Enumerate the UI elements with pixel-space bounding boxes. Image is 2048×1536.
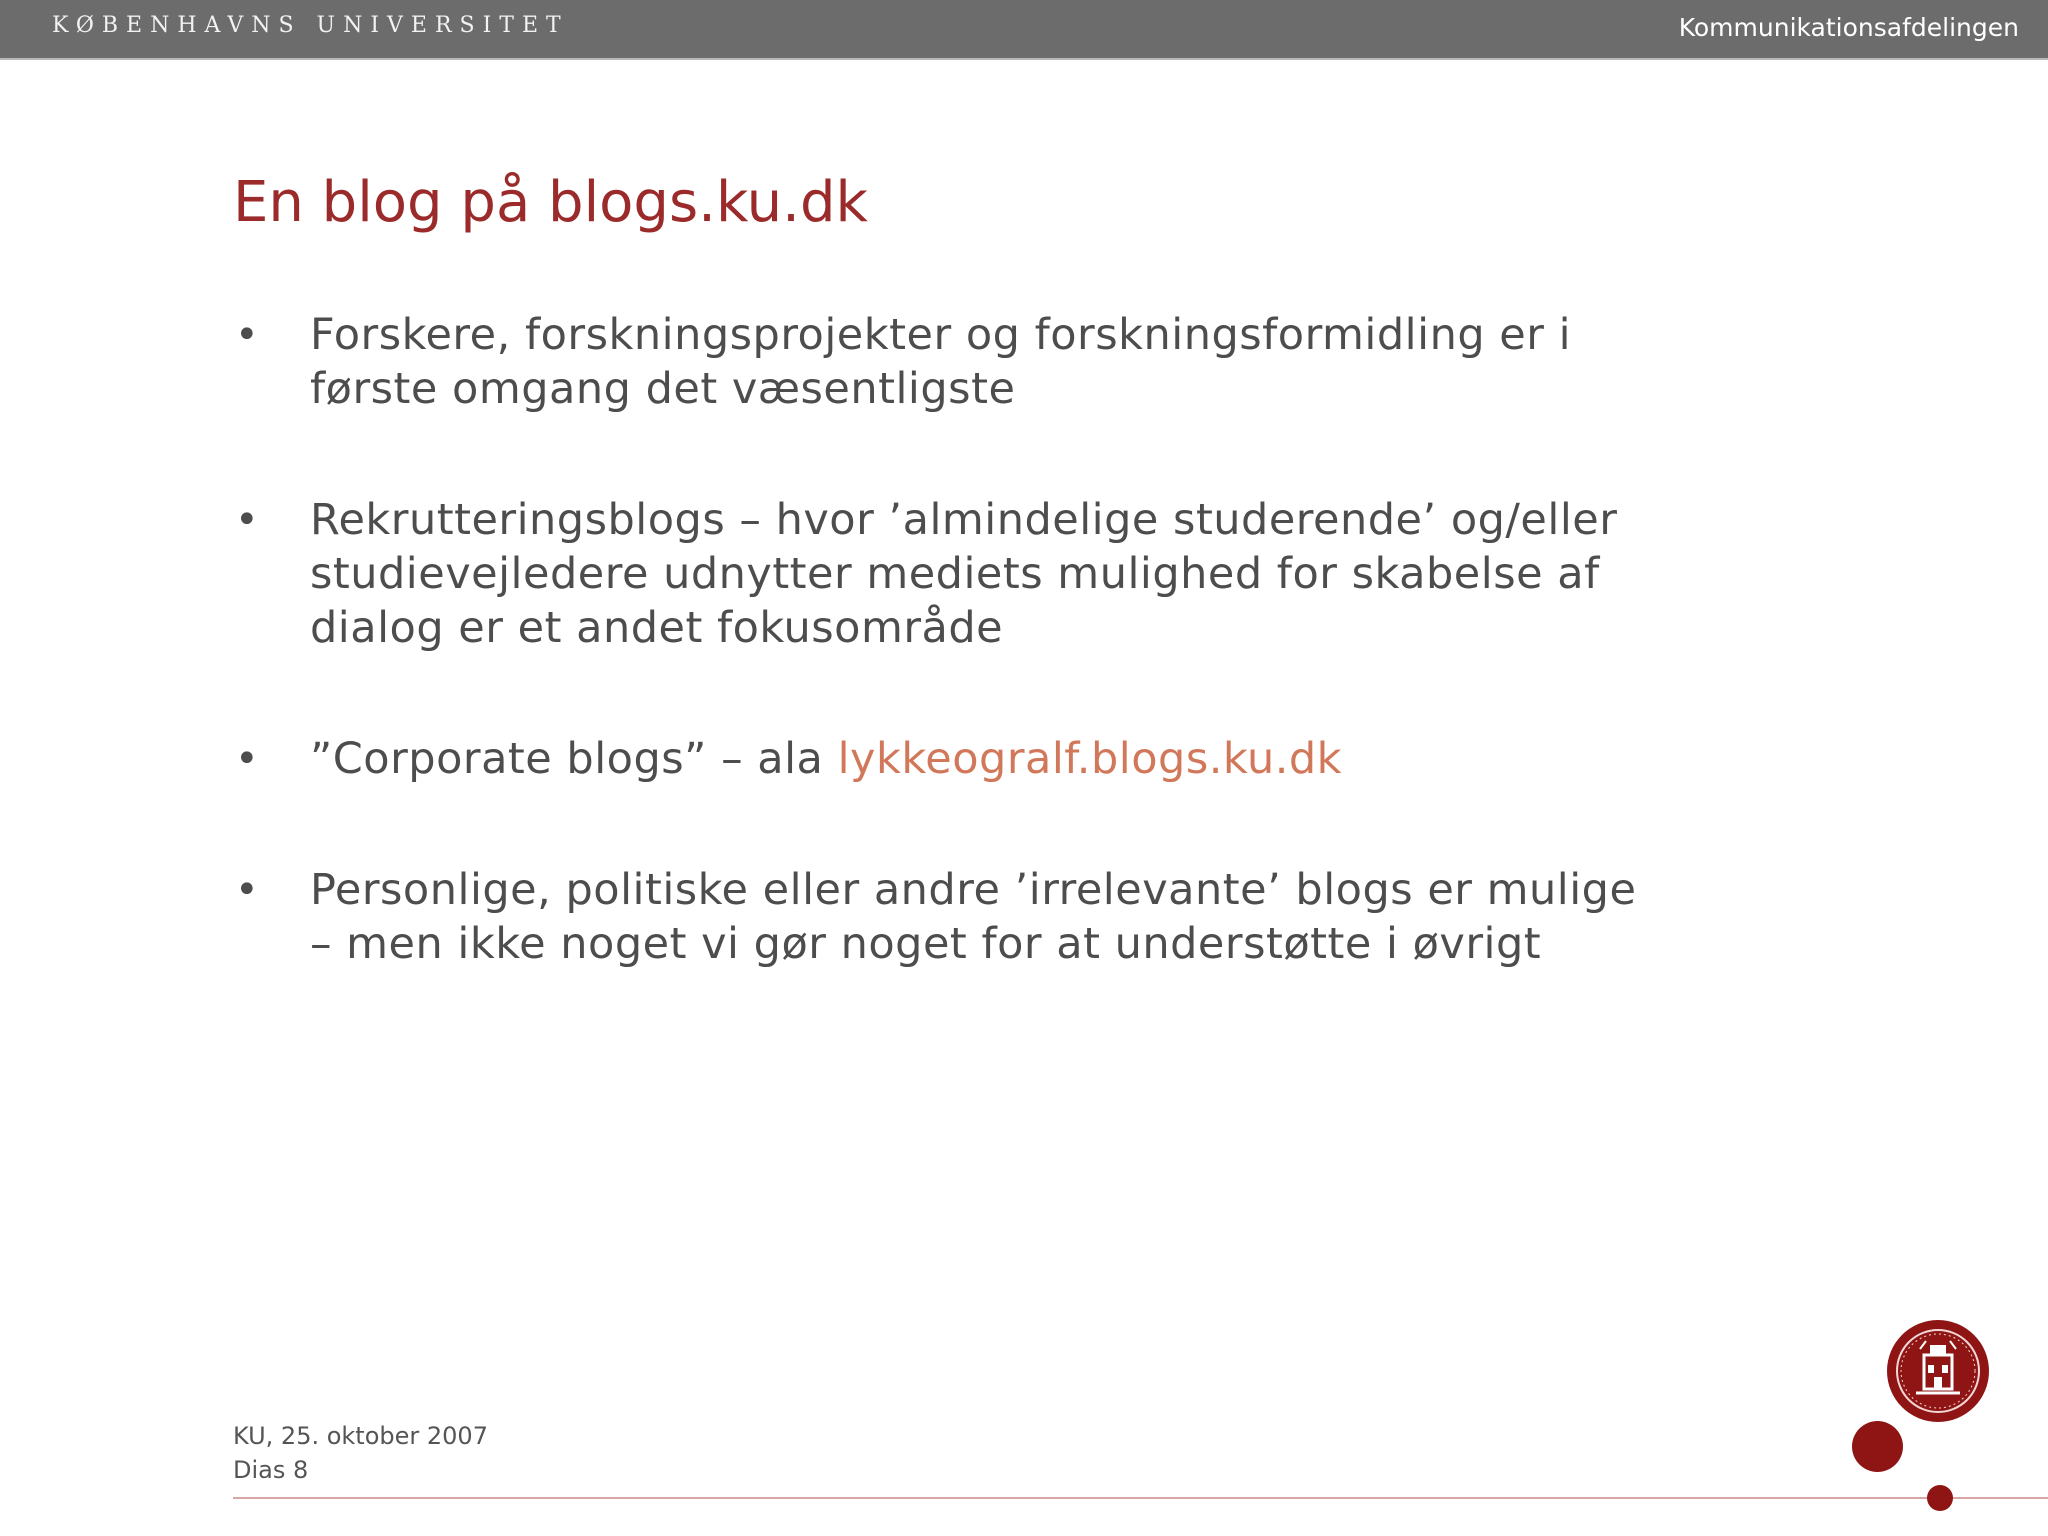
- bullet-icon: •: [235, 312, 260, 358]
- bullet-line: [310, 732, 1753, 786]
- footer: [233, 1419, 488, 1487]
- bullet-line: Personlige, politiske eller andre ’irrelevante’ blogs er mulige: [310, 865, 1637, 915]
- bullet-line: studievejledere udnytter mediets mulighed for skabelse af: [310, 549, 1600, 599]
- department-name: Kommunikationsafdelingen: [1678, 13, 2019, 42]
- bullet-icon: •: [235, 736, 260, 782]
- footer-date: KU, 25. oktober 2007: [233, 1422, 488, 1450]
- bullet-line: Forskere, forskningsprojekter og forskningsformidling er i: [310, 310, 1572, 360]
- footer-divider: [233, 1497, 2048, 1499]
- slide-title: En blog på blogs.ku.dk: [233, 170, 868, 235]
- bullet-item: [233, 493, 1753, 655]
- bullet-icon: •: [235, 867, 260, 913]
- header-bar: [0, 0, 2048, 60]
- bullet-line: – men ikke noget vi gør noget for at understøtte i øvrigt: [310, 919, 1542, 969]
- blog-link[interactable]: lykkeogralf.blogs.ku.dk: [837, 734, 1343, 784]
- university-name: KØBENHAVNS UNIVERSITET: [52, 13, 569, 38]
- decorative-dot: [1852, 1421, 1903, 1472]
- decorative-dot: [1927, 1485, 1953, 1511]
- bullet-line: første omgang det væsentligste: [310, 364, 1016, 414]
- bullet-icon: •: [235, 497, 260, 543]
- bullet-item: [233, 863, 1753, 971]
- bullet-line: Rekrutteringsblogs – hvor ’almindelige studerende’ og/eller: [310, 495, 1618, 545]
- slide-number: Dias 8: [233, 1456, 309, 1484]
- bullet-line: dialog er et andet fokusområde: [310, 603, 1004, 653]
- bullet-item: [233, 732, 1753, 786]
- bullet-text: ”Corporate blogs” – ala: [310, 734, 838, 784]
- bullet-item: [233, 308, 1753, 416]
- university-seal-icon: [1886, 1319, 1990, 1423]
- bullet-list: [233, 308, 1753, 971]
